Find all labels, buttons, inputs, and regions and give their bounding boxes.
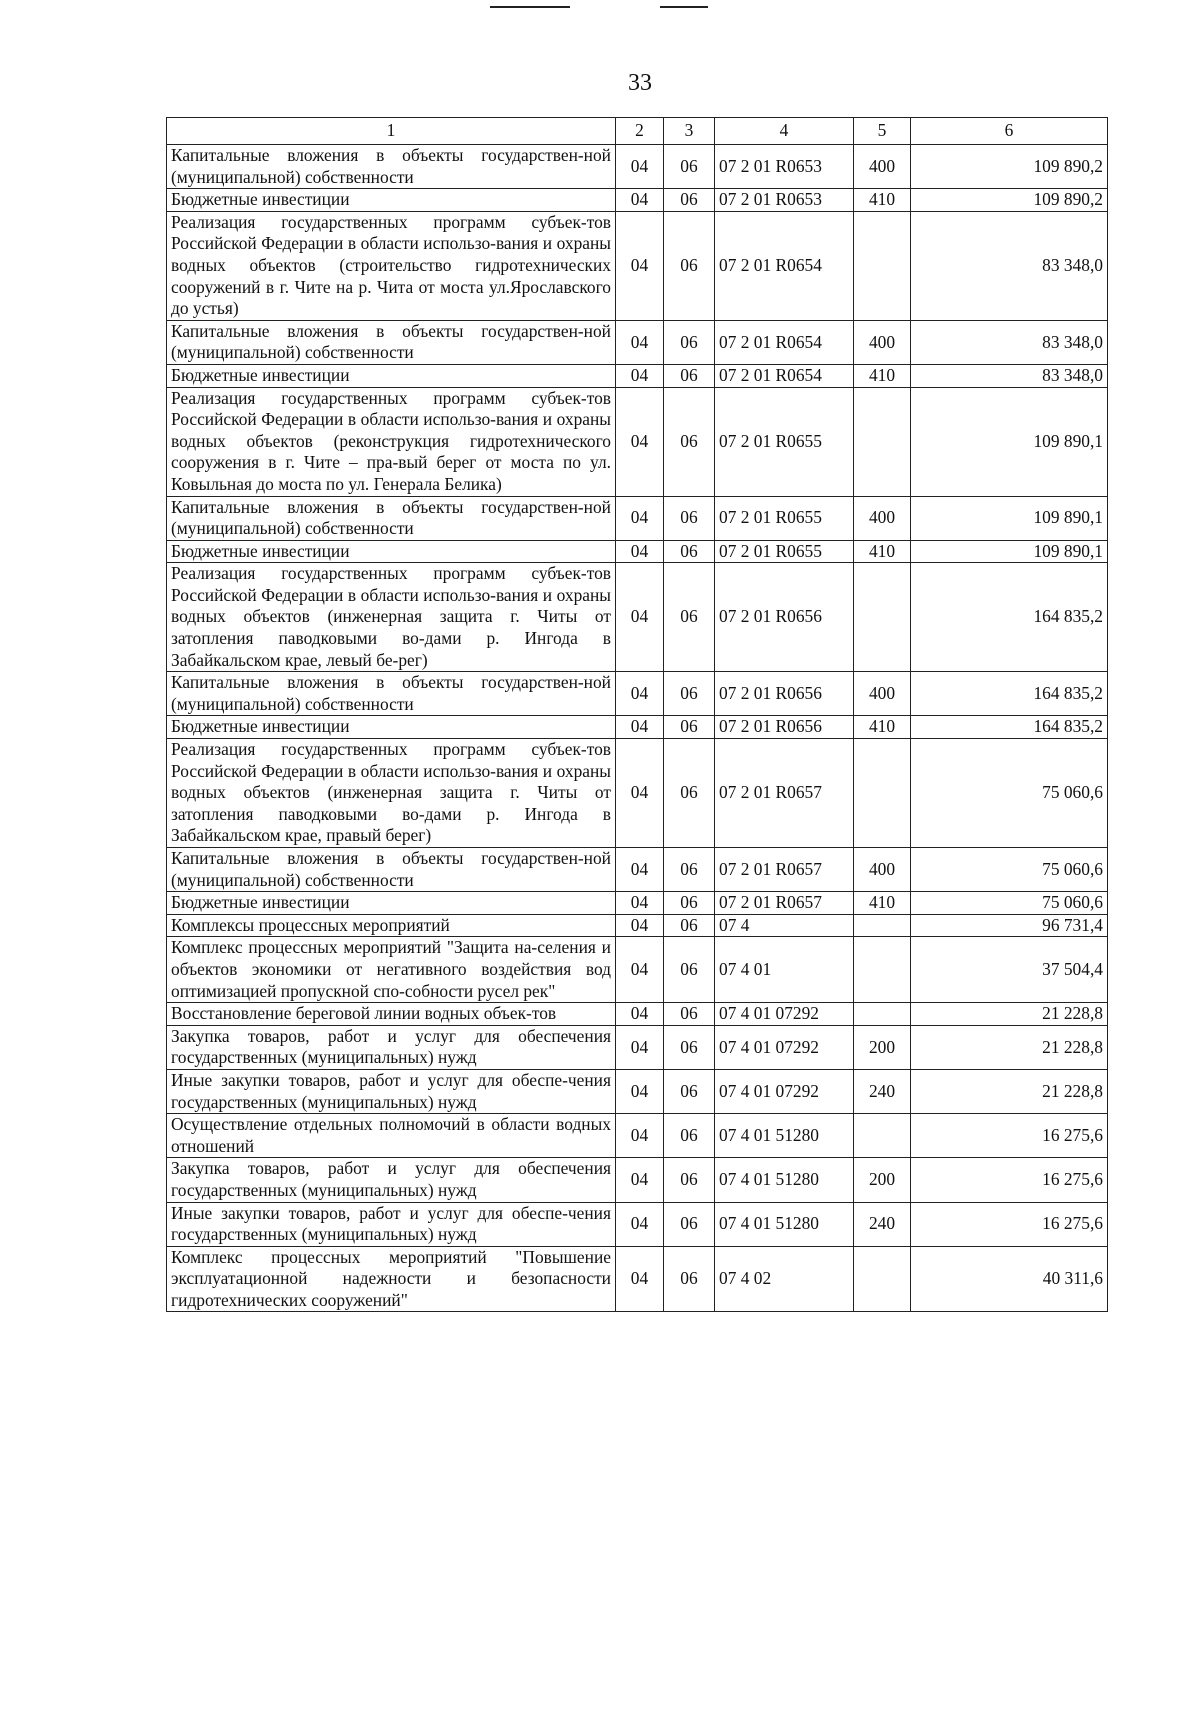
- table-row: [167, 1003, 1108, 1026]
- table-row: [167, 496, 1108, 540]
- row-name: Бюджетные инвестиции: [167, 716, 616, 739]
- row-section: 04: [616, 189, 664, 212]
- table-row: [167, 320, 1108, 364]
- row-subsection: 06: [664, 739, 715, 848]
- row-amount: 164 835,2: [911, 563, 1108, 672]
- row-amount: 109 890,1: [911, 387, 1108, 496]
- table-row: [167, 892, 1108, 915]
- row-section: 04: [616, 716, 664, 739]
- table-row: [167, 1158, 1108, 1202]
- row-name: Осуществление отдельных полномочий в области водных отношений: [167, 1114, 616, 1158]
- table-row: [167, 563, 1108, 672]
- table-row: [167, 937, 1108, 1003]
- row-amount: 75 060,6: [911, 848, 1108, 892]
- table-row: [167, 189, 1108, 212]
- row-section: 04: [616, 387, 664, 496]
- row-target-article: 07 2 01 R0656: [715, 716, 854, 739]
- row-target-article: 07 4: [715, 914, 854, 937]
- row-target-article: 07 2 01 R0654: [715, 211, 854, 320]
- row-section: 04: [616, 563, 664, 672]
- row-section: 04: [616, 1025, 664, 1069]
- row-amount: 83 348,0: [911, 211, 1108, 320]
- row-subsection: 06: [664, 937, 715, 1003]
- table-row: [167, 1069, 1108, 1113]
- table-row: [167, 211, 1108, 320]
- row-name: Иные закупки товаров, работ и услуг для обеспе-чения государственных (муниципальных) нужд: [167, 1069, 616, 1113]
- row-section: 04: [616, 211, 664, 320]
- row-expense-type: 410: [854, 364, 911, 387]
- row-name: Реализация государственных программ субъек-тов Российской Федерации в области использо-вания и охраны водных объектов (инженерная защита г. Читы от затопления паводковыми во-дами р. Ингода в Забайкальском крае, левый бе-рег): [167, 563, 616, 672]
- row-subsection: 06: [664, 563, 715, 672]
- row-expense-type: 410: [854, 892, 911, 915]
- row-amount: 16 275,6: [911, 1114, 1108, 1158]
- budget-table: [166, 117, 1108, 1312]
- row-target-article: 07 4 01: [715, 937, 854, 1003]
- row-subsection: 06: [664, 1025, 715, 1069]
- row-name: Капитальные вложения в объекты государствен-ной (муниципальной) собственности: [167, 145, 616, 189]
- header-col-3: 3: [664, 118, 715, 145]
- row-target-article: 07 2 01 R0655: [715, 496, 854, 540]
- row-target-article: 07 2 01 R0656: [715, 672, 854, 716]
- header-col-4: 4: [715, 118, 854, 145]
- row-subsection: 06: [664, 364, 715, 387]
- row-amount: 83 348,0: [911, 320, 1108, 364]
- row-name: Восстановление береговой линии водных объек-тов: [167, 1003, 616, 1026]
- row-target-article: 07 2 01 R0656: [715, 563, 854, 672]
- row-target-article: 07 4 01 51280: [715, 1158, 854, 1202]
- table-row: [167, 1202, 1108, 1246]
- row-subsection: 06: [664, 1202, 715, 1246]
- row-target-article: 07 2 01 R0654: [715, 364, 854, 387]
- scan-mark-right: [660, 6, 708, 8]
- row-expense-type: 400: [854, 145, 911, 189]
- row-section: 04: [616, 1158, 664, 1202]
- row-amount: 16 275,6: [911, 1202, 1108, 1246]
- page-number: 33: [628, 70, 652, 96]
- row-target-article: 07 4 01 07292: [715, 1003, 854, 1026]
- row-amount: 21 228,8: [911, 1003, 1108, 1026]
- row-expense-type: [854, 211, 911, 320]
- header-col-6: 6: [911, 118, 1108, 145]
- row-target-article: 07 4 01 07292: [715, 1025, 854, 1069]
- row-expense-type: [854, 937, 911, 1003]
- row-amount: 164 835,2: [911, 716, 1108, 739]
- table-row: [167, 1246, 1108, 1312]
- row-expense-type: 410: [854, 540, 911, 563]
- row-section: 04: [616, 1246, 664, 1312]
- row-name: Капитальные вложения в объекты государствен-ной (муниципальной) собственности: [167, 848, 616, 892]
- row-subsection: 06: [664, 1003, 715, 1026]
- row-section: 04: [616, 937, 664, 1003]
- row-name: Капитальные вложения в объекты государствен-ной (муниципальной) собственности: [167, 496, 616, 540]
- row-subsection: 06: [664, 540, 715, 563]
- row-amount: 75 060,6: [911, 892, 1108, 915]
- row-subsection: 06: [664, 189, 715, 212]
- row-expense-type: [854, 387, 911, 496]
- row-subsection: 06: [664, 1114, 715, 1158]
- row-amount: 109 890,1: [911, 496, 1108, 540]
- row-name: Комплекс процессных мероприятий "Защита на-селения и объектов экономики от негативного воздействия вод оптимизацией пропускной спо-собности русел рек": [167, 937, 616, 1003]
- row-expense-type: 200: [854, 1025, 911, 1069]
- row-target-article: 07 4 01 51280: [715, 1114, 854, 1158]
- row-section: 04: [616, 892, 664, 915]
- row-name: Бюджетные инвестиции: [167, 892, 616, 915]
- row-expense-type: 240: [854, 1202, 911, 1246]
- row-expense-type: 410: [854, 189, 911, 212]
- row-name: Комплекс процессных мероприятий "Повышение эксплуатационной надежности и безопасности гидротехнических сооружений": [167, 1246, 616, 1312]
- row-subsection: 06: [664, 892, 715, 915]
- row-amount: 109 890,1: [911, 540, 1108, 563]
- row-expense-type: [854, 563, 911, 672]
- row-subsection: 06: [664, 320, 715, 364]
- row-target-article: 07 2 01 R0655: [715, 387, 854, 496]
- row-expense-type: [854, 739, 911, 848]
- row-expense-type: 240: [854, 1069, 911, 1113]
- row-subsection: 06: [664, 1158, 715, 1202]
- row-target-article: 07 2 01 R0653: [715, 145, 854, 189]
- row-section: 04: [616, 364, 664, 387]
- row-section: 04: [616, 1003, 664, 1026]
- row-name: Капитальные вложения в объекты государствен-ной (муниципальной) собственности: [167, 320, 616, 364]
- row-amount: 37 504,4: [911, 937, 1108, 1003]
- row-name: Капитальные вложения в объекты государствен-ной (муниципальной) собственности: [167, 672, 616, 716]
- row-expense-type: 410: [854, 716, 911, 739]
- row-section: 04: [616, 1202, 664, 1246]
- row-section: 04: [616, 320, 664, 364]
- header-col-2: 2: [616, 118, 664, 145]
- table-row: [167, 914, 1108, 937]
- row-amount: 16 275,6: [911, 1158, 1108, 1202]
- header-col-1: 1: [167, 118, 616, 145]
- row-expense-type: [854, 1246, 911, 1312]
- table-header: [167, 118, 1108, 145]
- row-expense-type: 400: [854, 848, 911, 892]
- row-target-article: 07 2 01 R0657: [715, 892, 854, 915]
- row-amount: 40 311,6: [911, 1246, 1108, 1312]
- row-target-article: 07 4 01 51280: [715, 1202, 854, 1246]
- row-expense-type: 400: [854, 672, 911, 716]
- row-name: Реализация государственных программ субъек-тов Российской Федерации в области использо-вания и охраны водных объектов (реконструкция гидротехнического сооружения в г. Чите – пра-вый берег от моста по ул. Ковыльная до моста по ул. Генерала Белика): [167, 387, 616, 496]
- table-row: [167, 364, 1108, 387]
- row-section: 04: [616, 848, 664, 892]
- scan-mark-left: [490, 6, 570, 8]
- row-subsection: 06: [664, 848, 715, 892]
- row-amount: 109 890,2: [911, 189, 1108, 212]
- row-section: 04: [616, 496, 664, 540]
- row-amount: 83 348,0: [911, 364, 1108, 387]
- row-section: 04: [616, 914, 664, 937]
- row-name: Реализация государственных программ субъек-тов Российской Федерации в области использо-вания и охраны водных объектов (инженерная защита г. Читы от затопления паводковыми во-дами р. Ингода в Забайкальском крае, правый берег): [167, 739, 616, 848]
- row-target-article: 07 2 01 R0655: [715, 540, 854, 563]
- row-target-article: 07 4 02: [715, 1246, 854, 1312]
- row-subsection: 06: [664, 1246, 715, 1312]
- row-section: 04: [616, 739, 664, 848]
- row-section: 04: [616, 672, 664, 716]
- row-target-article: 07 2 01 R0657: [715, 848, 854, 892]
- table-row: [167, 145, 1108, 189]
- row-expense-type: [854, 914, 911, 937]
- row-name: Бюджетные инвестиции: [167, 189, 616, 212]
- row-amount: 164 835,2: [911, 672, 1108, 716]
- table-row: [167, 1114, 1108, 1158]
- row-amount: 75 060,6: [911, 739, 1108, 848]
- table-body: [167, 145, 1108, 1312]
- row-expense-type: 400: [854, 320, 911, 364]
- row-expense-type: [854, 1003, 911, 1026]
- header-row: [167, 118, 1108, 145]
- row-amount: 109 890,2: [911, 145, 1108, 189]
- row-name: Комплексы процессных мероприятий: [167, 914, 616, 937]
- row-subsection: 06: [664, 496, 715, 540]
- row-subsection: 06: [664, 914, 715, 937]
- row-expense-type: 200: [854, 1158, 911, 1202]
- row-amount: 96 731,4: [911, 914, 1108, 937]
- row-target-article: 07 2 01 R0657: [715, 739, 854, 848]
- row-subsection: 06: [664, 1069, 715, 1113]
- table-row: [167, 540, 1108, 563]
- row-subsection: 06: [664, 211, 715, 320]
- table-row: [167, 672, 1108, 716]
- row-amount: 21 228,8: [911, 1025, 1108, 1069]
- row-amount: 21 228,8: [911, 1069, 1108, 1113]
- header-col-5: 5: [854, 118, 911, 145]
- row-target-article: 07 2 01 R0654: [715, 320, 854, 364]
- table-row: [167, 387, 1108, 496]
- table-row: [167, 716, 1108, 739]
- row-section: 04: [616, 1114, 664, 1158]
- row-target-article: 07 2 01 R0653: [715, 189, 854, 212]
- row-name: Иные закупки товаров, работ и услуг для обеспе-чения государственных (муниципальных) нужд: [167, 1202, 616, 1246]
- table-row: [167, 739, 1108, 848]
- row-target-article: 07 4 01 07292: [715, 1069, 854, 1113]
- row-subsection: 06: [664, 145, 715, 189]
- table-row: [167, 848, 1108, 892]
- row-name: Реализация государственных программ субъек-тов Российской Федерации в области использо-вания и охраны водных объектов (строительство гидротехнических сооружений в г. Чите на р. Чита от моста ул.Ярославского до устья): [167, 211, 616, 320]
- row-name: Закупка товаров, работ и услуг для обеспечения государственных (муниципальных) нужд: [167, 1025, 616, 1069]
- table-row: [167, 1025, 1108, 1069]
- row-subsection: 06: [664, 672, 715, 716]
- row-section: 04: [616, 540, 664, 563]
- row-expense-type: [854, 1114, 911, 1158]
- row-section: 04: [616, 145, 664, 189]
- row-name: Бюджетные инвестиции: [167, 540, 616, 563]
- row-subsection: 06: [664, 387, 715, 496]
- row-expense-type: 400: [854, 496, 911, 540]
- row-section: 04: [616, 1069, 664, 1113]
- row-subsection: 06: [664, 716, 715, 739]
- row-name: Бюджетные инвестиции: [167, 364, 616, 387]
- row-name: Закупка товаров, работ и услуг для обеспечения государственных (муниципальных) нужд: [167, 1158, 616, 1202]
